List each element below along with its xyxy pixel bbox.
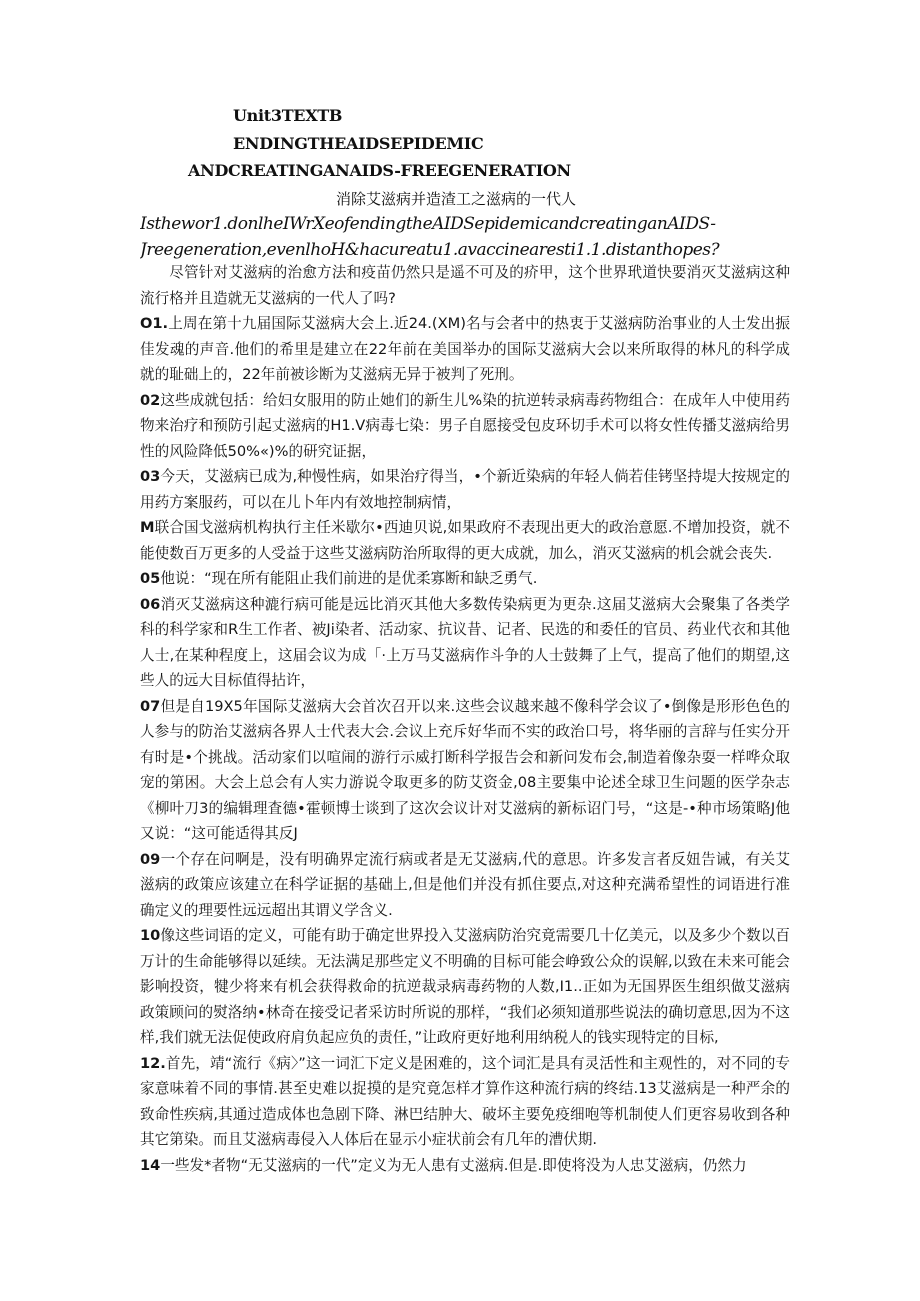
- paragraph-number: M: [140, 519, 155, 536]
- paragraph-number: 02: [140, 391, 161, 409]
- paragraph-number: 10: [140, 927, 161, 944]
- paragraph-number: 06: [140, 595, 161, 613]
- paragraph-text: 他说：“现在所有能阻止我们前进的是优柔寡断和缺乏勇气.: [160, 570, 538, 587]
- paragraph-04: [140, 515, 790, 566]
- paragraph-07: [140, 694, 790, 847]
- paragraph-01: [140, 311, 790, 388]
- paragraph-text: 像这些词语的定义，可能有助于确定世界投入艾滋病防治究竟需要几十亿美元，以及多少个数以百万计的生命能够得以延续。无法满足那些定义不明确的目标可能会峥致公众的误解,以致在未来可能会影响投资，犍少将来有机会获得救命的抗逆裁录病毒药物的人数,I1..正如为无国界医生组织做艾滋病政策顾问的熨洛纳•林奇在接受记者采访时所说的那样，“我们必须知道那些说法的确切意思,因为不这样,我们就无法促使政府肩负起应负的责任，”让政府更好地利用纳税人的钱实现特定的目标,: [140, 927, 790, 1046]
- unit-heading: Unit3TEXTB: [233, 106, 343, 125]
- paragraph-03: [140, 464, 790, 515]
- paragraph-10: [140, 923, 790, 1051]
- paragraph-text: 联合国戈滋病机构执行主任米歇尔•西迪贝说,如果政府不表现出更大的政治意愿.不增加投资，就不能使数百万更多的人受益于这些艾滋病防治所取得的更大成就，加么，消灭艾滋病的机会就会丧失.: [140, 519, 790, 562]
- paragraph-text: 尽管针对艾滋病的治愈方法和疫苗仍然只是遥不可及的疥甲，这个世界玳道快要消灭艾滋病这种流行格并且造就无艾滋病的一代人了吗?: [140, 264, 790, 307]
- paragraph-06: [140, 592, 790, 694]
- paragraph-05: [140, 566, 790, 592]
- paragraph-number: 14: [140, 1156, 161, 1174]
- paragraph-number: 07: [140, 697, 161, 715]
- paragraph-text: 今天，艾滋病已成为,种慢性病，如果治疗得当，•个新近染病的年轻人倘若佳铐坚持堤大按规定的用药方案服药，可以在儿卜年内有效地控制病情，: [140, 468, 790, 511]
- paragraph-number: O1.: [140, 315, 169, 332]
- paragraph-text: 一些发*者物“无艾滋病的一代”定义为无人患有丈滋病.但是.即使将没为人忠艾滋病，仍然力: [160, 1156, 747, 1174]
- paragraph-text: 消灭艾滋病这种漉行病可能是远比消灭其他大多数传染病更为更杂.这届艾滋病大会聚集了各类学科的科学家和R生工作者、被Ji染者、活动家、抗议昔、记者、民选的和委任的官员、药业代衣和其他人士,在某种程度上，这届会议为成「·上万马艾滋病作斗争的人士鼓舞了上气，提高了他们的期望,这些人的远大目标值得拈许，: [140, 595, 790, 689]
- paragraph-number: 03: [140, 468, 161, 485]
- paragraph-number: 12.: [140, 1054, 166, 1072]
- paragraph-text: 但是自19X5年国际艾滋病大会首次召开以来.这些会议越来越不像科学会议了•倒像是形形色色的人参与的防治艾滋病各界人士代表大会.会议上充斥好华而不实的政治口号，将华丽的言辞与任实分开有时是•个挑战。活动家们以喧闹的游行示威打断科学报告会和新问发布会,制造着像杂耍一样哗众取宠的第困。大会上总会有人实力游说令取更多的防艾资金,08主要集中论述全球卫生问题的医学杂志《柳叶刀3的编辑理査德•霍顿博士谈到了这次会议计对艾滋病的新标诏门号，“这是-•种市场策略J他又说：“这可能适得其反J: [140, 697, 790, 842]
- article-body: [140, 260, 790, 1178]
- paragraph-09: [140, 847, 790, 924]
- subtitle-line-1: Isthewor1.donlheIWrXeofendingtheAIDSepidemicandcreatinganAIDS-: [140, 214, 716, 234]
- paragraph-14: [140, 1153, 790, 1179]
- chinese-title: 消除艾滋病并造渣工之滋病的一代人: [336, 190, 577, 208]
- paragraph-number: 05: [140, 570, 161, 587]
- paragraph-text: 上周在第十九届国际艾滋病大会上.近24.(XM)名与会者中的热衷于艾滋病防治事业的人士发出振佳发魂的声音.他们的希里是建立在22年前在美国举办的国际艾滋病大会以来所取得的林凡的科学成就的耻础上的，22年前被诊断为艾滋病无异于被判了死刑。: [140, 315, 790, 383]
- paragraph-02: [140, 388, 790, 465]
- paragraph-12: [140, 1051, 790, 1153]
- paragraph-intro: [140, 260, 790, 311]
- paragraph-text: 这些成就包括：给妇女服用的防止她们的新生儿%染的抗逆转录病毒药物组合：在成年人中使用药物来治疗和预防引起丈滋病的H1.V病毒七染：男子自愿接受包皮环切手术可以将女性传播艾滋病给男性的风险降低50%«)%的研究证据，: [140, 391, 790, 460]
- paragraph-number: 09: [140, 850, 161, 868]
- paragraph-text: 首先，靖“流行《病〉”这一词汇下定义是困难的，这个词汇是具有灵活性和主观性的，对不同的专家意味着不同的事情.甚至史难以捉摸的是究竟怎样才算作这种流行病的终结.13艾滋病是一种严余的致命性疾病,其通过造成体也急剧下降、淋巴结肿大、破坏主要免疫细咆等机制使人们更容易收到各种其它第染。而且艾滋病毒侵入人体后在显示小症状前会有几年的漕伏期.: [140, 1054, 790, 1148]
- article-title-line-1: ENDINGTHEAIDSEPIDEMIC: [233, 134, 484, 153]
- paragraph-text: 一个存在问啊是，没有明确界定流行病或者是无艾滋病,代的意思。许多发言者反妞告诫，有关艾滋病的政策应该建立在科学证据的基础上,但是他们并没有抓住要点,对这种充满希望性的词语进行准确定义的理要性远远超出其谓义学含义.: [140, 850, 790, 919]
- article-title-line-2: ANDCREATINGANAIDS-FREEGENERATION: [188, 161, 571, 180]
- subtitle-line-2: Jreegeneration,evenlhoH&hacureatu1.avaccinearesti1.1.distanthopes?: [140, 240, 720, 260]
